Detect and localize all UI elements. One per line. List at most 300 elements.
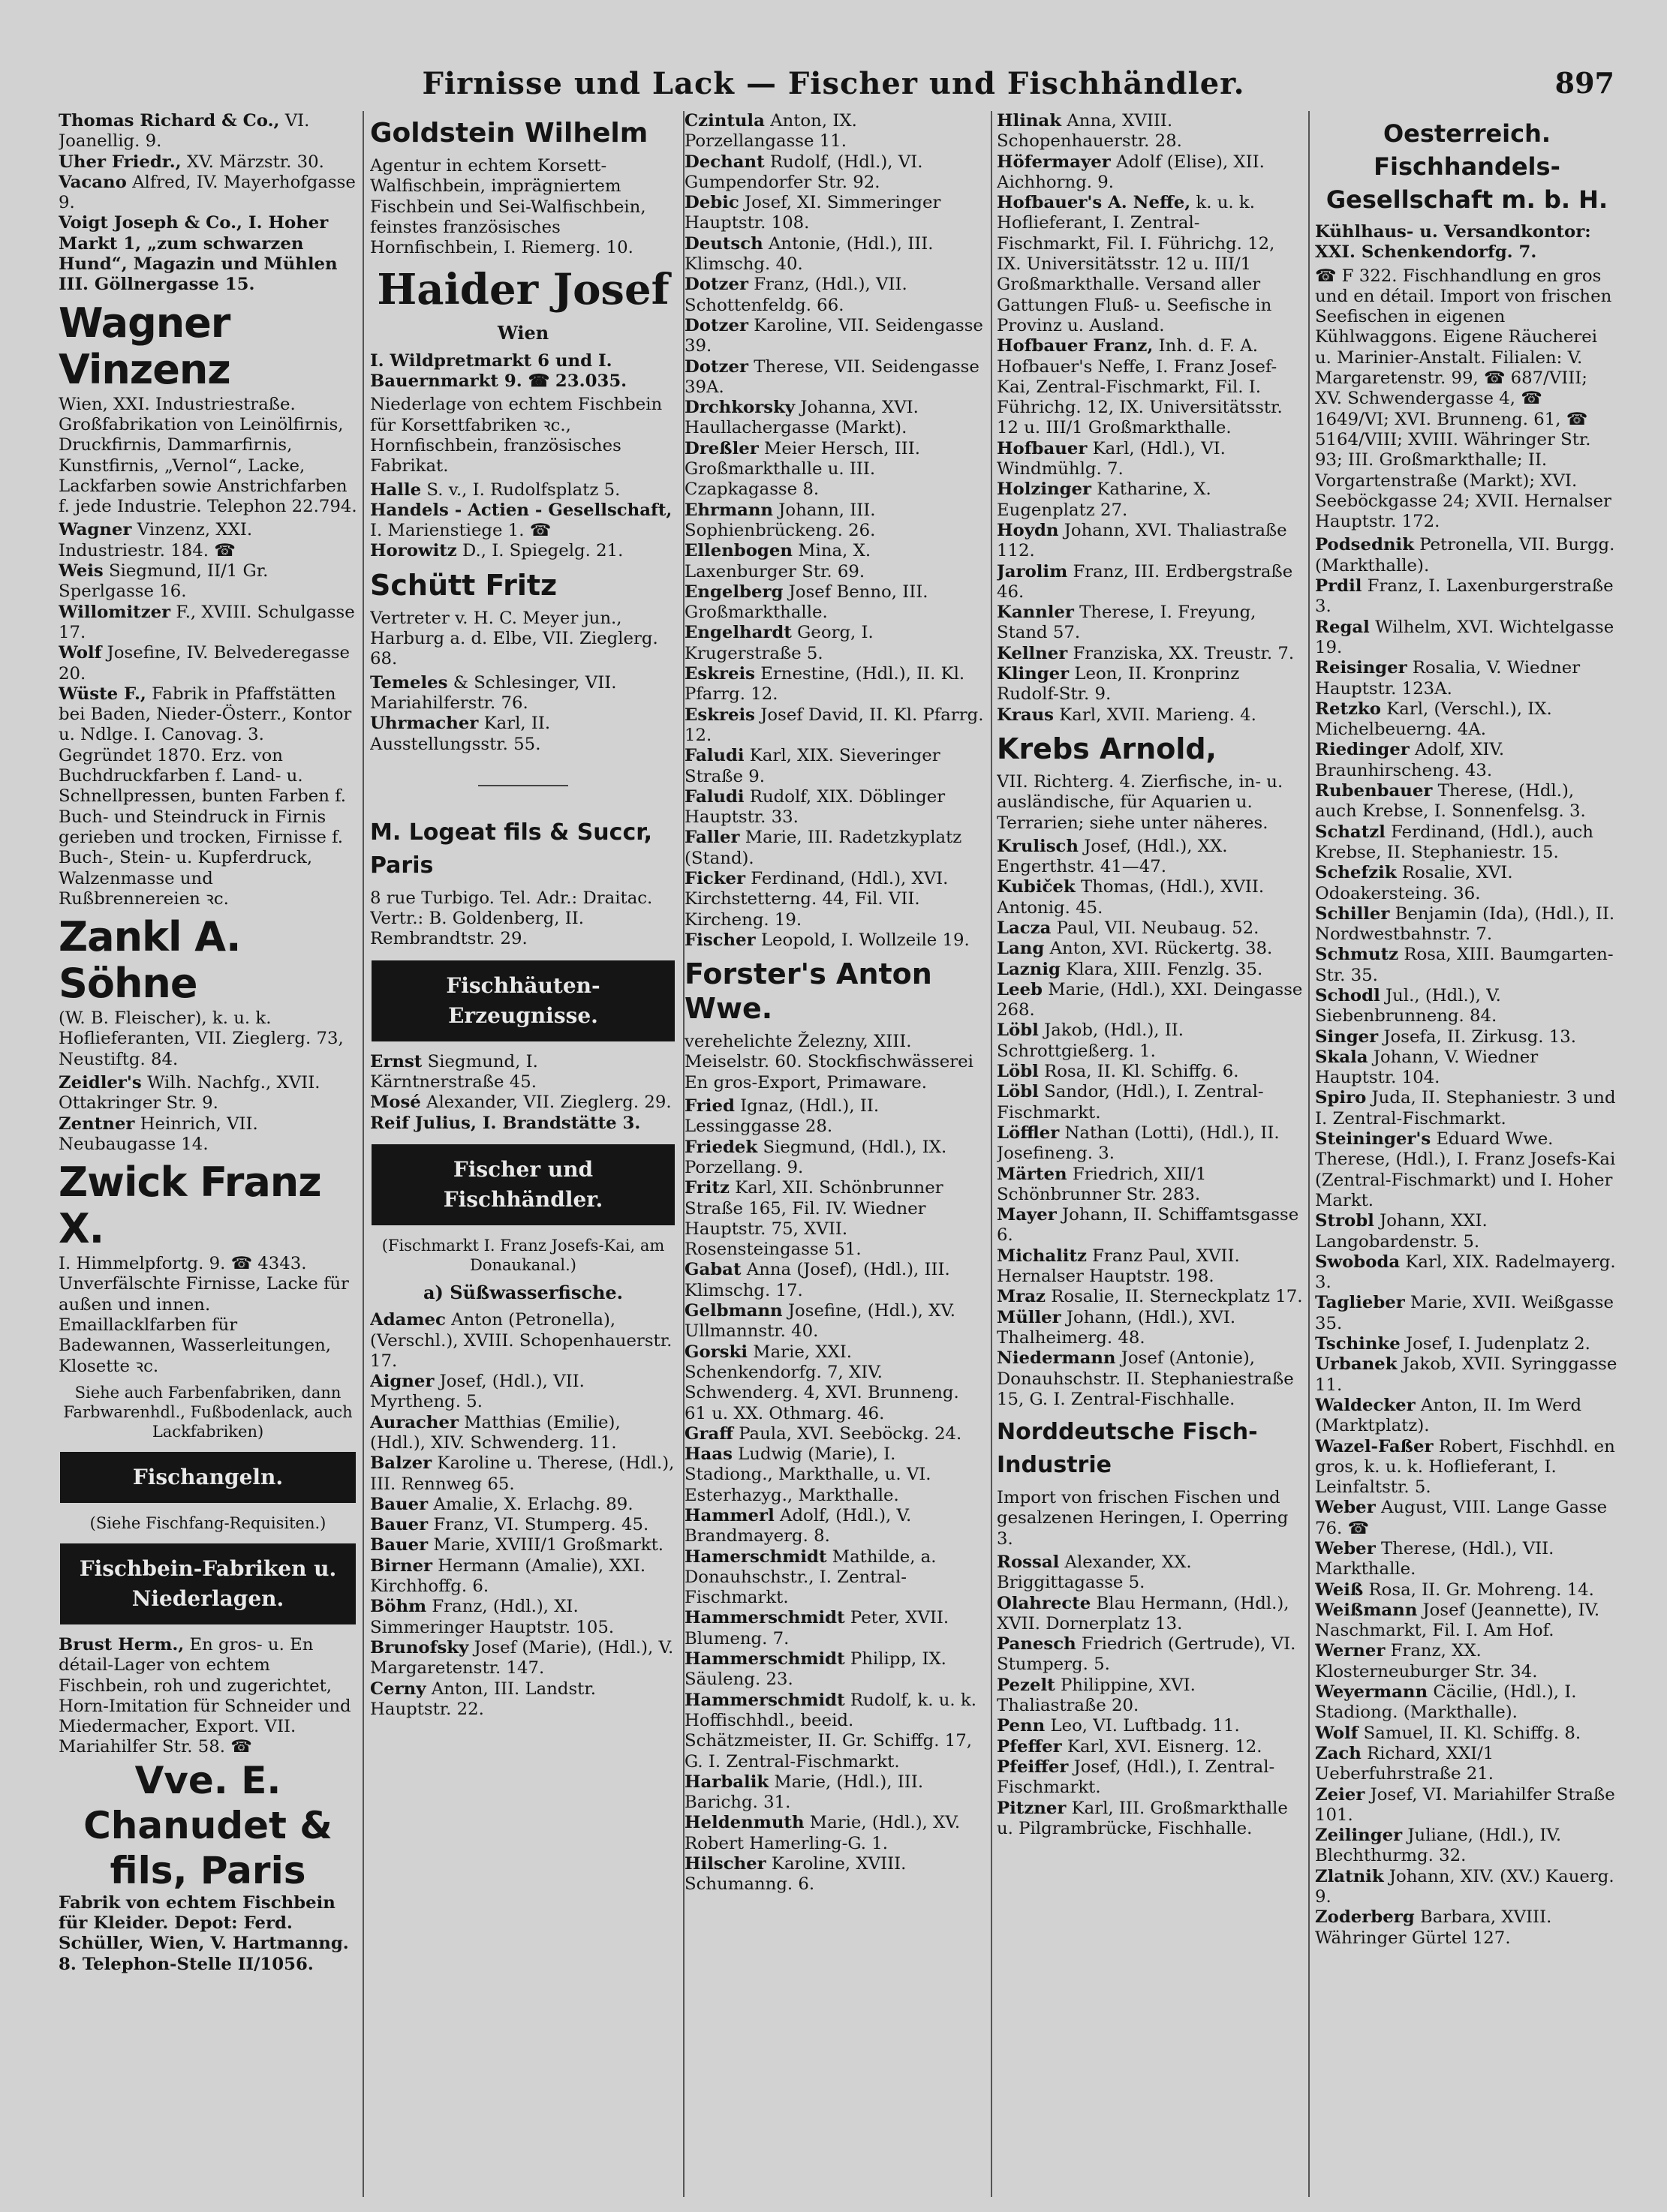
entry-name: Fried [685, 1096, 735, 1117]
directory-entry [59, 1635, 357, 1758]
entry-text: Therese, (Hdl.), auch Krebse, I. Sonnenfelsg. 3. [1315, 781, 1586, 822]
entry-name: Mosé [370, 1092, 421, 1113]
entry-text: Blau Hermann, (Hdl.), XVII. Dornerplatz 13. [997, 1593, 1289, 1633]
entry-name: Taglieber [1315, 1293, 1405, 1313]
entry-name: Klinger [997, 664, 1070, 684]
entry-name: Heldenmuth [685, 1813, 805, 1833]
entry-list [685, 111, 985, 951]
ad-body: ☎ F 322. Fischhandlung en gros und en détail. Import von frischen Seefischen in eigenen Kühlwaggons. Eigene Räucherei u. Marinier-Anstalt. Filialen: V. Margaretenstr. 99, ☎ 687/VIII; XV. Schwendergasse 4, ☎ 1649/VI; XVI. Brunneng. 61, ☎ 5164/VIII; XVIII. Währinger Str. 93; III. Großmarkthalle; II. Vorgartenstraße (Markt); XVI. Seeböckgasse 24; XVII. Hernalser Hauptstr. 172. [1315, 266, 1612, 532]
directory-entry [370, 1495, 676, 1515]
see-also-note: Siehe auch Farbenfabriken, dann Farbwarenhdl., Fußbodenlack, auch Lackfabriken) [63, 1383, 353, 1441]
directory-entry [685, 275, 985, 316]
entry-name: Wolf [59, 643, 102, 663]
entry-text: D., I. Spiegelg. 21. [462, 541, 624, 561]
ad-body: (W. B. Fleischer), k. u. k. Hoflieferanten, VII. Zieglerg. 73, Neustiftg. 84. [59, 1008, 344, 1069]
entry-name: Löbl [997, 1082, 1039, 1102]
entry-text: XV. Märzstr. 30. [186, 152, 324, 172]
entry-text: Samuel, II. Kl. Schiffg. 8. [1363, 1723, 1581, 1743]
directory-entry [997, 837, 1303, 878]
directory-entry [685, 1547, 985, 1609]
entry-name: Engelhardt [685, 623, 792, 643]
entry-name: Voigt Joseph & Co., I. Hoher Markt 1, „zum schwarzen Hund“, Magazin und Mühlen III. Göllnergasse 15. [59, 213, 338, 295]
entry-text: Katharine, X. Eugenplatz 27. [997, 479, 1211, 520]
entry-name: Kannler [997, 603, 1074, 623]
directory-entry [59, 1114, 357, 1156]
entry-text: Marie, (Hdl.), III. Barichg. 31. [685, 1772, 924, 1813]
directory-entry [685, 1506, 985, 1547]
page-number: 897 [1554, 66, 1614, 100]
entry-text: Inh. d. F. A. Hofbauer's Neffe, I. Franz Josef-Kai, Zentral-Fischmarkt, Fil. I. Führichg. 12, IX. Universitätsstr. 12 u. III/1 Großmarkthalle. [997, 336, 1283, 438]
entry-name: Vacano [59, 172, 127, 192]
section-heading: Fischbein-Fabriken u. Niederlagen. [60, 1543, 356, 1624]
entry-text: Josef, (Hdl.), VII. Myrtheng. 5. [370, 1372, 585, 1412]
entry-text: Karoline, XVIII. Schumanng. 6. [685, 1854, 907, 1895]
entry-name: Brust Herm., [59, 1634, 185, 1654]
column-rule [363, 111, 364, 2197]
entry-text: Klara, XIII. Fenzlg. 35. [1066, 959, 1263, 979]
entry-list [59, 1635, 357, 1758]
entry-name: Ehrmann [685, 500, 774, 520]
directory-entry [59, 111, 357, 152]
entry-name: Schodl [1315, 985, 1380, 1005]
directory-entry [1315, 1129, 1619, 1211]
directory-entry [997, 1165, 1303, 1206]
entry-name: Hammerl [685, 1506, 775, 1525]
entry-text: Siegmund, I. Kärntnerstraße 45. [370, 1051, 538, 1092]
entry-name: Wüste F., [59, 684, 146, 704]
directory-entry [370, 1515, 676, 1535]
entry-text: Benjamin (Ida), (Hdl.), II. Nordwestbahnstr. 7. [1315, 903, 1615, 945]
entry-text: Friedrich, XII/1 Schönbrunner Str. 283. [997, 1164, 1207, 1204]
directory-entry [370, 1638, 676, 1679]
directory-entry [1315, 1293, 1619, 1334]
directory-entry [59, 1073, 357, 1114]
directory-entry [685, 1772, 985, 1814]
entry-name: Podsednik [1315, 535, 1414, 555]
entry-name: Krulisch [997, 836, 1079, 856]
directory-entry [1315, 1252, 1619, 1294]
directory-entry [997, 1757, 1303, 1799]
entry-text: Karl, XVII. Marieng. 4. [1059, 705, 1256, 725]
entry-name: Rossal [997, 1552, 1060, 1572]
directory-entry [1315, 1437, 1619, 1498]
entry-text: Johann, XXI. Langobardenstr. 5. [1315, 1211, 1488, 1252]
directory-entry [59, 213, 357, 295]
entry-text: Johanna, XVI. Haullachergasse (Markt). [685, 398, 919, 438]
entry-name: Hilscher [685, 1854, 766, 1874]
entry-text: Josef, (Hdl.), XX. Engerthstr. 41—47. [997, 836, 1228, 877]
entry-name: Ficker [685, 868, 746, 888]
entry-text: Alexander, XX. Briggittagasse 5. [997, 1552, 1192, 1593]
entry-text: Anton (Petronella), (Verschl.), XVIII. Schopenhauerstr. 17. [370, 1310, 673, 1371]
entry-name: Cerny [370, 1679, 426, 1699]
column-2 [370, 111, 676, 2197]
entry-text: Vinzenz, XXI. Industriestr. 184. ☎ [59, 520, 253, 561]
entry-name: Auracher [370, 1412, 459, 1432]
entry-name: Weißmann [1315, 1600, 1418, 1620]
entry-name: Holzinger [997, 479, 1092, 500]
directory-entry [59, 520, 357, 561]
entry-text: Anton, XVI. Rückertg. 38. [1049, 939, 1273, 959]
directory-entry [685, 705, 985, 747]
directory-entry [1315, 1334, 1619, 1354]
directory-entry [370, 1114, 676, 1134]
entry-text: Alfred, IV. Mayerhofgasse 9. [59, 172, 356, 213]
directory-entry [1315, 1498, 1619, 1539]
entry-text: Heinrich, VII. Neubaugasse 14. [59, 1114, 258, 1154]
entry-text: Friedrich (Gertrude), VI. Stumperg. 5. [997, 1634, 1296, 1675]
entry-text: Adolf, XIV. Braunhirscheng. 43. [1315, 740, 1505, 780]
entry-name: Gorski [685, 1342, 748, 1362]
entry-name: Rubenbauer [1315, 781, 1433, 801]
directory-entry [59, 561, 357, 603]
ad-title: Forster's Anton Wwe. [685, 957, 932, 1026]
entry-name: Spiro [1315, 1088, 1367, 1108]
entry-name: Faller [685, 828, 740, 848]
entry-name: Friedek [685, 1137, 758, 1157]
entry-name: Olahrecte [997, 1593, 1091, 1613]
directory-entry [1315, 1682, 1619, 1724]
entry-text: Thomas, (Hdl.), XVII. Antonig. 45. [997, 877, 1265, 918]
entry-name: Zoderberg [1315, 1907, 1415, 1928]
directory-entry [1315, 945, 1619, 986]
entry-name: Faludi [685, 786, 745, 807]
entry-text: Mathilde, a. Donauhschstr., I. Zentral-Fischmarkt. [685, 1546, 937, 1608]
entry-name: Strobl [1315, 1211, 1374, 1231]
entry-name: Balzer [370, 1453, 432, 1474]
entry-name: Märten [997, 1164, 1067, 1184]
directory-entry [685, 1424, 985, 1444]
directory-entry [59, 603, 357, 644]
entry-name: Löffler [997, 1123, 1060, 1143]
entry-text: Rosa, II. Kl. Schiffg. 6. [1044, 1062, 1239, 1082]
ad-body: Niederlage von echtem Fischbein für Korsettfabriken ꝛc., Hornfischbein, französisches Fabrikat. [370, 395, 663, 476]
entry-name: Löbl [997, 1062, 1039, 1082]
directory-entry [997, 336, 1303, 438]
entry-text: Cäcilie, (Hdl.), I. Stadiong. (Markthalle). [1315, 1682, 1577, 1723]
entry-name: Fischer [685, 930, 756, 950]
entry-text: Johann, V. Wiedner Hauptstr. 104. [1315, 1047, 1539, 1088]
entry-name: Brunofsky [370, 1637, 469, 1657]
directory-entry [997, 980, 1303, 1021]
ad-body: Fabrik von echtem Fischbein für Kleider. Depot: Ferd. Schüller, Wien, V. Hartmanng. 8. Telephon-Stelle II/1056. [59, 1892, 349, 1974]
entry-text: Jakob, XVII. Syringgasse 11. [1315, 1354, 1617, 1395]
entry-text: Josef David, II. Kl. Pfarrg. 12. [685, 705, 984, 745]
entry-text: k. u. k. Hoflieferant, I. Zentral-Fischmarkt, Fil. I. Führichg. 12, IX. Universitätsstr. 12 u. III/1 Großmarkthalle. Versand aller Gattungen Fluß- u. Seefische in Provinz u. Ausland. [997, 193, 1275, 335]
running-head: Firnisse und Lack — Fischer und Fischhändler. [422, 66, 1245, 101]
entry-name: Handels - Actien - Gesellschaft, [370, 500, 673, 520]
entry-name: Singer [1315, 1026, 1379, 1047]
entry-text: Johann, II. Schiffamtsgasse 6. [997, 1205, 1299, 1246]
entry-text: S. v., I. Rudolfsplatz 5. [426, 479, 621, 500]
entry-text: Karl, (Verschl.), IX. Michelbeuerng. 4A. [1315, 699, 1552, 740]
entry-text: Georg, I. Krugerstraße 5. [685, 623, 874, 663]
entry-text: Antonie, (Hdl.), III. Klimschg. 40. [685, 233, 934, 275]
entry-list [685, 1096, 985, 1895]
directory-entry [370, 1372, 676, 1413]
entry-text: Juliane, (Hdl.), IV. Blechthurmg. 32. [1315, 1826, 1562, 1866]
entry-text: Marie, III. Radetzkyplatz (Stand). [685, 828, 962, 868]
entry-text: Wilhelm, XVI. Wichtelgasse 19. [1315, 617, 1614, 657]
entry-name: Horowitz [370, 541, 457, 561]
directory-entry [685, 1138, 985, 1179]
entry-name: Bauer [370, 1494, 429, 1514]
entry-text: Josef Benno, III. Großmarkthalle. [685, 582, 928, 623]
entry-name: Tschinke [1315, 1334, 1401, 1354]
directory-entry [685, 1260, 985, 1301]
directory-entry [997, 562, 1303, 603]
column-rule [991, 111, 992, 2197]
entry-text: Franz Paul, XVII. Hernalser Hauptstr. 198. [997, 1246, 1240, 1287]
entry-name: Hofbauer [997, 438, 1088, 458]
entry-text: Josef, VI. Mariahilfer Straße 101. [1315, 1784, 1615, 1825]
entry-name: Willomitzer [59, 602, 171, 622]
entry-name: Wolf [1315, 1723, 1359, 1743]
directory-entry [997, 193, 1303, 336]
section-heading: Fischer und Fischhändler. [372, 1144, 675, 1225]
entry-text: Anton, III. Landstr. Hauptstr. 22. [370, 1679, 596, 1719]
entry-name: Debic [685, 193, 739, 213]
entry-text: Therese, VII. Seidengasse 39A. [685, 356, 979, 397]
entry-text: Richard, XXI/1 Ueberfuhrstraße 21. [1315, 1743, 1494, 1784]
entry-name: Fritz [685, 1178, 730, 1198]
entry-text: Rosa, XIII. Baumgarten-Str. 35. [1315, 945, 1614, 985]
directory-entry [59, 152, 357, 173]
entry-text: Hermann (Amalie), XXI. Kirchhoffg. 6. [370, 1555, 646, 1597]
entry-name: Hoydn [997, 520, 1059, 540]
entry-name: Adamec [370, 1310, 446, 1330]
directory-entry [59, 684, 357, 909]
entry-text: Leopold, I. Wollzeile 19. [760, 930, 970, 950]
directory-entry [685, 787, 985, 828]
entry-name: Pfeffer [997, 1736, 1062, 1757]
entry-text: Karl, XVI. Eisnerg. 12. [1067, 1736, 1262, 1757]
directory-entry [1315, 1354, 1619, 1396]
entry-text: Nathan (Lotti), (Hdl.), II. Josefineng. 3. [997, 1123, 1280, 1164]
entry-text: Ernestine, (Hdl.), II. Kl. Pfarrg. 12. [685, 664, 965, 705]
entry-text: Marie, XVIII/1 Großmarkt. [433, 1535, 664, 1555]
entry-text: Karl, XII. Schönbrunner Straße 165, Fil. IV. Wiedner Hauptstr. 75, XVII. Rosensteingasse 51. [685, 1178, 943, 1260]
entry-text: Marie, XVII. Weißgasse 35. [1315, 1293, 1614, 1333]
section-note: (Siehe Fischfang-Requisiten.) [89, 1513, 326, 1532]
directory-entry [1315, 740, 1619, 781]
entry-name: Hofbauer Franz, [997, 336, 1154, 356]
entry-name: Zeidler's [59, 1072, 142, 1092]
entry-name: Hlinak [997, 111, 1062, 131]
directory-entry [685, 869, 985, 930]
ad-title: Oesterreich. Fischhandels-Gesellschaft m. b. H. [1325, 119, 1608, 214]
entry-text: Josef (Jeannette), IV. Naschmarkt, Fil. I. Am Hof. [1315, 1600, 1600, 1641]
directory-entry [1315, 1724, 1619, 1744]
entry-name: Zeilinger [1315, 1826, 1403, 1846]
entry-name: Pezelt [997, 1675, 1055, 1695]
ad-subtitle: Wien [497, 322, 549, 344]
entry-name: Ellenbogen [685, 541, 793, 561]
directory-entry [1315, 535, 1619, 576]
entry-text: Josef (Antonie), Donauhschstr. II. Stephaniestraße 15, G. I. Zentral-Fischhalle. [997, 1348, 1294, 1409]
entry-name: Harbalik [685, 1772, 769, 1792]
entry-text: Rosalie, XVI. Odoakersteing. 36. [1315, 863, 1513, 903]
directory-entry [685, 746, 985, 787]
entry-name: Graff [685, 1423, 733, 1444]
entry-name: Böhm [370, 1597, 427, 1617]
entry-text: Rosa, II. Gr. Mohreng. 14. [1368, 1579, 1594, 1600]
ad-body: Import von frischen Fischen und gesalzenen Heringen, I. Operring 3. [997, 1488, 1289, 1549]
entry-name: Lacza [997, 918, 1052, 938]
entry-text: Therese, I. Freyung, Stand 57. [997, 603, 1256, 643]
entry-name: Schatzl [1315, 822, 1386, 842]
entry-text: Anna (Josef), (Hdl.), III. Klimschg. 17. [685, 1260, 950, 1300]
entry-name: Thomas Richard & Co., [59, 111, 280, 131]
section-heading: Fischangeln. [60, 1452, 356, 1503]
entry-name: Mayer [997, 1205, 1057, 1225]
directory-entry [1315, 576, 1619, 618]
entry-text: I. Marienstiege 1. ☎ [370, 521, 552, 541]
entry-list [59, 111, 357, 296]
entry-text: Siegmund, (Hdl.), IX. Porzellang. 9. [685, 1137, 947, 1177]
directory-entry [370, 1453, 676, 1495]
directory-entry [997, 1123, 1303, 1165]
entry-text: Alexander, VII. Zieglerg. 29. [426, 1092, 672, 1113]
directory-entry [997, 1308, 1303, 1349]
entry-name: Michalitz [997, 1246, 1087, 1266]
entry-name: Laznig [997, 959, 1061, 979]
directory-entry [997, 1676, 1303, 1717]
directory-entry [370, 1556, 676, 1597]
directory-entry [1315, 1867, 1619, 1908]
entry-text: Juda, II. Stephaniestr. 3 und I. Zentral-Fischmarkt. [1315, 1088, 1616, 1129]
entry-text: Karl, II. Ausstellungsstr. 55. [370, 714, 551, 754]
entry-text: Leon, II. Kronprinz Rudolf-Str. 9. [997, 664, 1240, 705]
directory-entry [370, 714, 676, 755]
directory-entry [370, 1413, 676, 1454]
entry-name: Aigner [370, 1372, 435, 1392]
entry-name: Uhrmacher [370, 714, 479, 734]
directory-entry [685, 541, 985, 582]
entry-name: Hammerschmidt [685, 1649, 845, 1670]
entry-text: Johann, XVI. Thaliastraße 112. [997, 520, 1287, 561]
entry-text: Josef, I. Judenplatz 2. [1405, 1334, 1590, 1354]
entry-name: Bauer [370, 1535, 429, 1555]
entry-name: Reif Julius, I. Brandstätte 3. [370, 1113, 641, 1133]
directory-entry [685, 1691, 985, 1772]
ad-title: Schütt Fritz [370, 568, 558, 602]
entry-text: Adolf (Elise), XII. Aichhorng. 9. [997, 152, 1265, 192]
directory-entry [997, 479, 1303, 521]
directory-entry [1315, 1580, 1619, 1600]
entry-name: Urbanek [1315, 1354, 1398, 1375]
directory-entry [997, 877, 1303, 918]
entry-text: Karl, XIX. Radelmayerg. 3. [1315, 1252, 1616, 1293]
ad-subtitle: Kühlhaus- u. Versandkontor: XXI. Schenkendorfg. 7. [1315, 222, 1591, 263]
directory-entry [1315, 1088, 1619, 1129]
ad-body: Wien, XXI. Industriestraße. Großfabrikation von Leinölfirnis, Druckfirnis, Dammarfirnis, Kunstfirnis, „Vernol“, Lacke, Lackfarben sowie Anstrichfarben f. jede Industrie. Telephon 22.794. [59, 394, 357, 517]
entry-text: Ignaz, (Hdl.), II. Lessinggasse 28. [685, 1096, 880, 1137]
entry-name: Mraz [997, 1287, 1046, 1307]
directory-entry [1315, 1047, 1619, 1089]
entry-name: Faludi [685, 746, 745, 766]
column-3 [685, 111, 985, 2197]
ad-title: M. Logeat fils & Succr, Paris [370, 819, 653, 879]
directory-entry [370, 500, 676, 542]
directory-entry [1315, 699, 1619, 741]
directory-entry [1315, 1539, 1619, 1580]
entry-name: Dotzer [685, 275, 748, 295]
entry-name: Eskreis [685, 664, 756, 684]
page-header [0, 66, 1667, 111]
entry-text: Fabrik in Pfaffstätten bei Baden, Nieder-Österr., Kontor u. Ndlge. I. Canovag. 3. Gegründet 1870. Erz. von Buchdruckfarben f. Land- u. Schnellpressen, bunten Farben f. Buch- und Steindruck in Firnis gerieben und trocken, Firnisse f. Buch-, Stein- u. Kupferdruck, Walzenmasse und Rußbrennereien ꝛc. [59, 684, 352, 909]
directory-entry [370, 1092, 676, 1113]
ad-title: Haider Josef [377, 265, 670, 315]
column-rule [1308, 111, 1310, 2197]
directory-entry [1315, 781, 1619, 822]
ad-body: I. Himmelpfortg. 9. ☎ 4343. Unverfälschte Firnisse, Lacke für außen und innen. Emaillacklfarben für Badewannen, Wasserleitungen, Klosette ꝛc. [59, 1254, 349, 1376]
entry-name: Swoboda [1315, 1252, 1401, 1272]
entry-name: Uher Friedr., [59, 152, 182, 172]
directory-entry [685, 1096, 985, 1138]
entry-name: Löbl [997, 1020, 1039, 1041]
entry-text: Franz, III. Erdbergstraße 46. [997, 561, 1293, 602]
entry-name: Penn [997, 1716, 1046, 1736]
directory-entry [685, 111, 985, 152]
entry-name: Weis [59, 561, 104, 582]
ad-body: Vertreter v. H. C. Meyer jun., Harburg a. d. Elbe, VII. Zieglerg. 68. [370, 608, 658, 669]
directory-entry [685, 316, 985, 357]
entry-text: Amalie, X. Erlachg. 89. [433, 1494, 633, 1514]
entry-text: Karl, (Hdl.), VI. Windmühlg. 7. [997, 438, 1226, 479]
entry-name: Reisinger [1315, 658, 1407, 678]
directory-entry [997, 1205, 1303, 1246]
directory-entry [370, 1679, 676, 1721]
directory-entry [997, 960, 1303, 980]
entry-text: Marie, XXI. Schenkendorfg. 7, XIV. Schwenderg. 4, XVI. Brunneng. 61 u. XX. Othmarg. 46. [685, 1342, 959, 1423]
entry-name: Schiller [1315, 903, 1390, 924]
entry-name: Kellner [997, 643, 1068, 663]
directory-entry [370, 1597, 676, 1638]
entry-text: Josef, XI. Simmeringer Hauptstr. 108. [685, 193, 941, 233]
directory-entry [1315, 1785, 1619, 1826]
directory-entry [997, 1062, 1303, 1082]
entry-name: Weyermann [1315, 1682, 1428, 1703]
entry-name: Engelberg [685, 582, 784, 602]
entry-list [997, 1552, 1303, 1839]
directory-entry [1315, 822, 1619, 864]
directory-entry [997, 1246, 1303, 1288]
directory-entry [685, 1649, 985, 1691]
directory-entry [1315, 1744, 1619, 1785]
directory-entry [1315, 1027, 1619, 1047]
directory-entry [370, 480, 676, 500]
directory-entry [997, 939, 1303, 959]
directory-entry [685, 623, 985, 664]
entry-name: Weiß [1315, 1579, 1364, 1600]
directory-entry [685, 1444, 985, 1506]
directory-entry [1315, 863, 1619, 904]
entry-list [997, 111, 1303, 726]
ad-title: Vve. E. Chanudet & fils, Paris [83, 1758, 332, 1892]
entry-text: Johann, (Hdl.), XVI. Thalheimerg. 48. [997, 1307, 1236, 1348]
directory-entry [997, 1348, 1303, 1410]
directory-entry [997, 1082, 1303, 1123]
entry-name: Regal [1315, 617, 1370, 637]
entry-text: Karl, XIX. Sieveringer Straße 9. [685, 746, 940, 786]
entry-text: Barbara, XVIII. Währinger Gürtel 127. [1315, 1907, 1552, 1948]
entry-name: Werner [1315, 1641, 1386, 1661]
entry-name: Bauer [370, 1515, 429, 1535]
entry-text: Marie, (Hdl.), XXI. Deingasse 268. [997, 979, 1303, 1020]
directory-entry [685, 1608, 985, 1649]
entry-name: Weber [1315, 1539, 1376, 1558]
